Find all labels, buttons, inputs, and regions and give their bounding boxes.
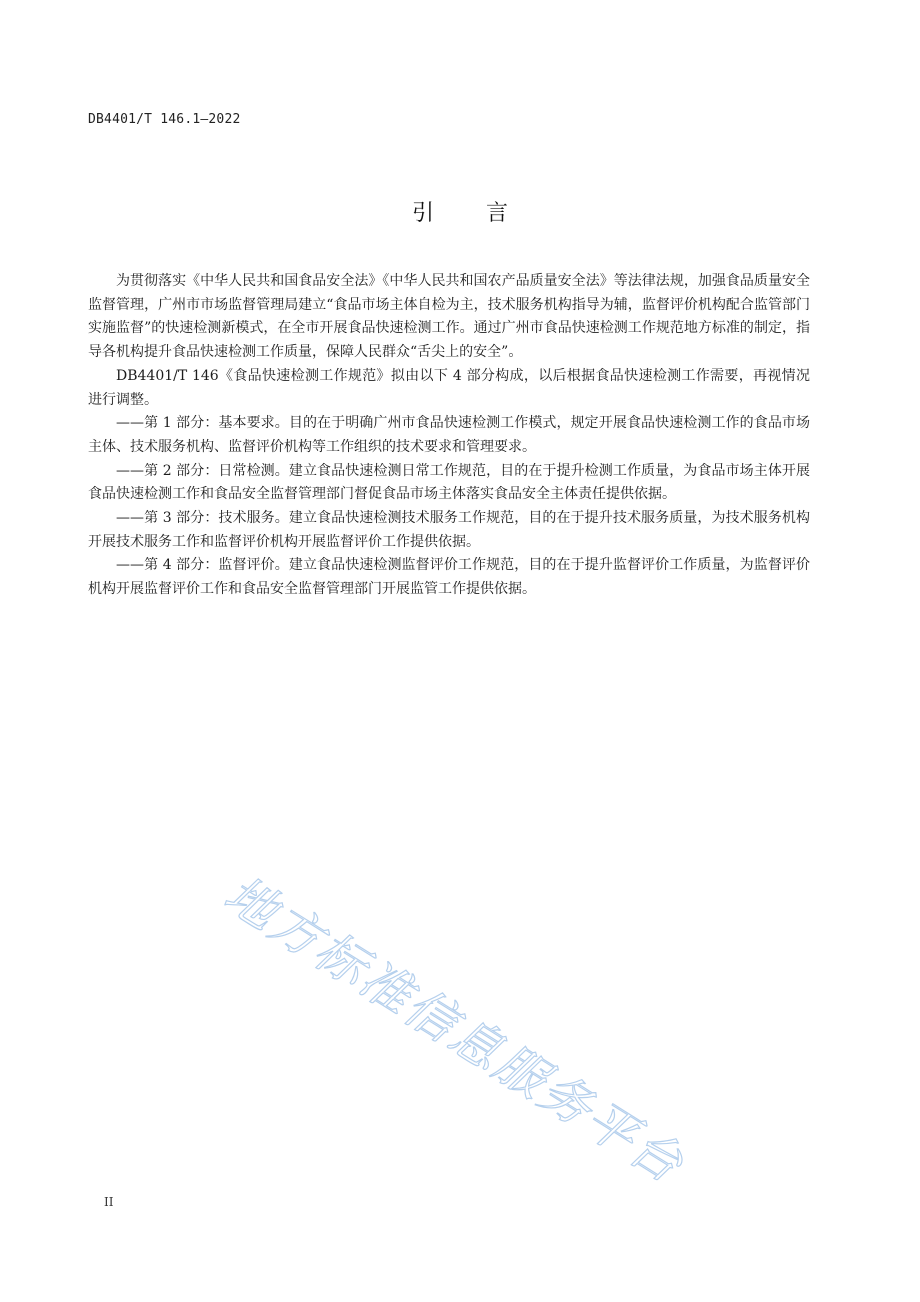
paragraph-structure: DB4401/T 146《食品快速检测工作规范》拟由以下 4 部分构成，以后根据食品快速检测工作需要，再视情况进行调整。	[88, 367, 810, 408]
title-char-2: 言	[486, 201, 509, 226]
page-number: II	[104, 1195, 114, 1209]
title-char-1: 引	[411, 201, 434, 226]
introduction-body	[88, 270, 810, 602]
section-title	[0, 196, 920, 227]
paragraph-part-1: ——第 1 部分：基本要求。目的在于明确广州市食品快速检测工作模式，规定开展食品快速检测工作的食品市场主体、技术服务机构、监督评价机构等工作组织的技术要求和管理要求。	[88, 415, 810, 455]
paragraph-purpose: 为贯彻落实《中华人民共和国食品安全法》《中华人民共和国农产品质量安全法》等法律法规，加强食品质量安全监督管理，广州市市场监督管理局建立“食品市场主体自检为主，技术服务机构指导为辅，监督评价机构配合监管部门实施监督”的快速检测新模式，在全市开展食品快速检测工作。通过广州市食品快速检测工作规范地方标准的制定，指导各机构提升食品快速检测工作质量，保障人民群众“舌尖上的安全”。	[88, 273, 810, 361]
watermark: 地方标准信息服务平台	[214, 864, 695, 1195]
paragraph-part-2: ——第 2 部分：日常检测。建立食品快速检测日常工作规范，目的在于提升检测工作质量，为食品市场主体开展食品快速检测工作和食品安全监督管理部门督促食品市场主体落实食品安全主体责任提供依据。	[88, 462, 810, 503]
document-code: DB4401/T 146.1—2022	[88, 112, 241, 127]
paragraph-part-3: ——第 3 部分：技术服务。建立食品快速检测技术服务工作规范，目的在于提升技术服务质量，为技术服务机构开展技术服务工作和监督评价机构开展监督评价工作提供依据。	[88, 510, 810, 550]
paragraph-part-4: ——第 4 部分：监督评价。建立食品快速检测监督评价工作规范，目的在于提升监督评价工作质量，为监督评价机构开展监督评价工作和食品安全监督管理部门开展监管工作提供依据。	[88, 557, 810, 598]
